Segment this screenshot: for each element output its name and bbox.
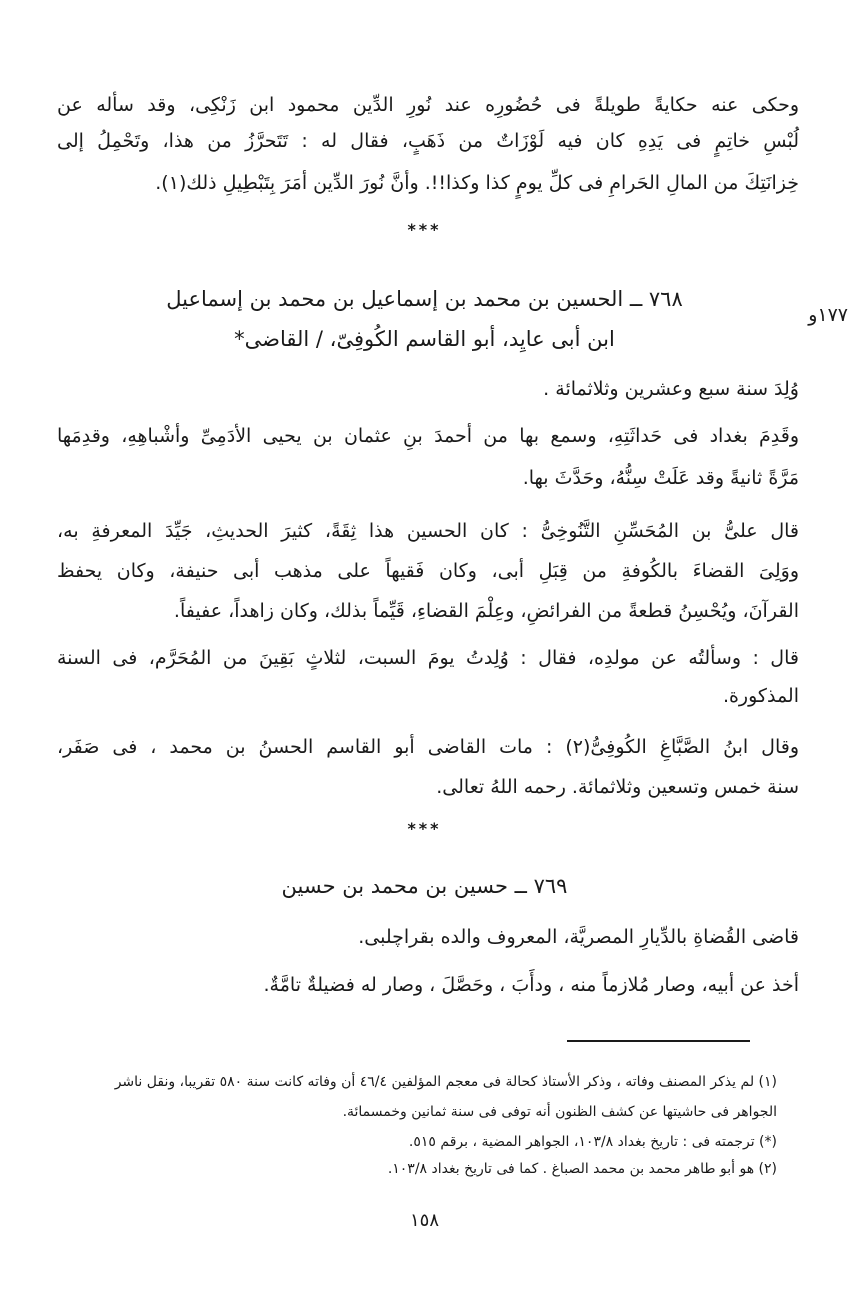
paragraph-line: وُلِدَ سنة سبع وعشرين وثلاثمائة . bbox=[543, 378, 799, 400]
paragraph-line: وقال ابنُ الصَّبَّاغِ الكُوفِىُّ(٢) : مات القاضى أبو القاسم الحسنُ بن محمد ، فى صَفَر، bbox=[57, 736, 799, 758]
paragraph-line: مَرَّةً ثانيةً وقد عَلَتْ سِنُّهُ، وحَدَّثَ بها. bbox=[522, 467, 799, 489]
section-separator: *** bbox=[407, 220, 442, 239]
footnote-line: (١) لم يذكر المصنف وفاته ، وذكر الأستاذ كحالة فى معجم المؤلفين ٤٦/٤ أن وفاته كانت سنة ٥٨٠ تقريبا، ونقل ناشر bbox=[114, 1074, 777, 1090]
footnote-line: الجواهر فى حاشيتها عن كشف الظنون أنه توفى فى سنة ثمانين وخمسمائة. bbox=[342, 1104, 777, 1120]
footnote-line: (٢) هو أبو طاهر محمد بن محمد الصباغ . كما فى تاريخ بغداد ١٠٣/٨. bbox=[387, 1161, 777, 1177]
paragraph-line: ووَلِىَ القضاءَ بالكُوفةِ من قِبَلِ أبى، وكان فَقيهاً على مذهب أبى حنيفة، وكان يحفظ bbox=[57, 560, 799, 582]
paragraph-line: أخذ عن أبيه، وصار مُلازماً منه ، ودأَبَ ، وحَصَّلَ ، وصار له فضيلةٌ تامَّةٌ. bbox=[263, 974, 799, 996]
entry-title: ٧٦٨ ــ الحسين بن محمد بن إسماعيل بن محمد بن إسماعيل bbox=[166, 287, 683, 311]
paragraph-line: سنة خمس وتسعين وثلاثمائة. رحمه اللهُ تعالى. bbox=[436, 776, 799, 798]
entry-title-continued: ابن أبى عايِد، أبو القاسم الكُوفِىّ، / القاضى* bbox=[234, 327, 615, 351]
paragraph-line: خِزانَتِكَ من المالِ الحَرامِ فى كلِّ يومٍ كذا وكذا!!. وأنَّ نُورَ الدِّين أمَرَ بِتَبْطِيلِ ذلك(١). bbox=[155, 172, 799, 194]
entry-title: ٧٦٩ ــ حسين بن محمد بن حسين bbox=[281, 874, 568, 898]
section-separator: *** bbox=[407, 819, 442, 838]
paragraph-line: لُبْسِ خاتِمٍ فى يَدِهِ كان فيه لَوْزَاتٌ من ذَهَبٍ، فقال له : تَتَحرَّزُ من هذا، وتَحْمِلُ إلى bbox=[57, 130, 799, 152]
paragraph-line: المذكورة. bbox=[722, 685, 799, 707]
margin-folio-note: ١٧٧و bbox=[808, 304, 848, 326]
footnote-line: (*) ترجمته فى : تاريخ بغداد ١٠٣/٨، الجواهر المضية ، برقم ٥١٥. bbox=[408, 1134, 777, 1150]
paragraph-line: قال : وسألتُه عن مولدِه، فقال : وُلِدتُ يومَ السبت، لثلاثٍ بَقِينَ من المُحَرَّم، فى السنة bbox=[57, 647, 799, 669]
paragraph-line: وقَدِمَ بغداد فى حَداثَتِهِ، وسمع بها من أحمدَ بنِ عثمان بن يحيى الأدَمِىِّ وأشْباهِهِ، وقدِمَها bbox=[57, 425, 799, 447]
footnote-rule bbox=[567, 1040, 750, 1042]
paragraph-line: قال علىُّ بن المُحَسِّنِ التَّنُوخِىُّ : كان الحسين هذا ثِقَةً، كثيرَ الحديثِ، جَيِّدَ المعرفةِ به، bbox=[57, 520, 799, 542]
page-number: ١٥٨ bbox=[409, 1210, 439, 1231]
paragraph-line: القرآنَ، ويُحْسِنُ قطعةً من الفرائضِ، وعِلْمَ القضاءِ، قَيِّماً بذلك، وكان زاهداً، عفيفاً. bbox=[173, 600, 799, 622]
paragraph-line: وحكى عنه حكايةً طويلةً فى حُضُورِه عند نُورِ الدِّين محمود ابن زَنْكِى، وقد سأله عن bbox=[57, 94, 799, 116]
paragraph-line: قاضى القُضاةِ بالدِّيارِ المصريَّة، المعروف والده بقراچلبى. bbox=[358, 926, 799, 948]
